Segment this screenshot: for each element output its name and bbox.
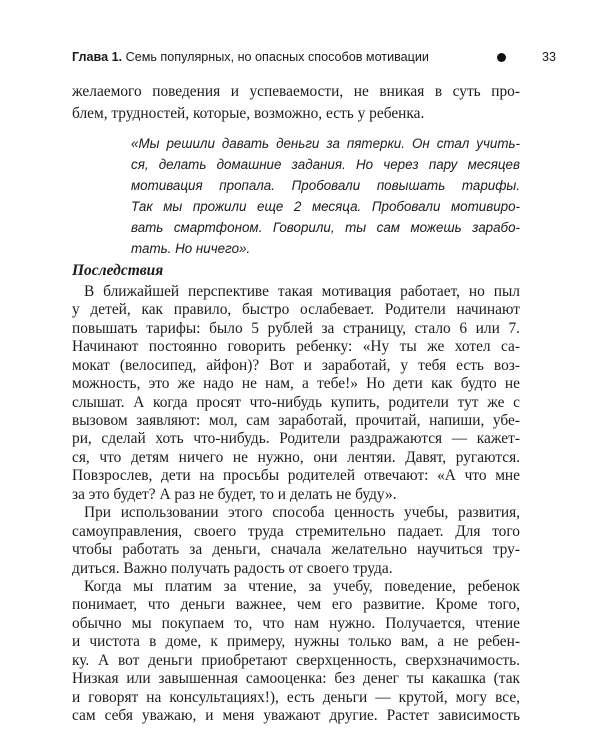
text-line: ся, что детям ничего не нужно, они лентяи. Давят, ругаются.	[72, 449, 520, 466]
text-line: ри, сделай хоть что-нибудь. Родители раздражаются — кажет-	[72, 430, 520, 447]
text-line: самоуправления, своего труда стремительно падает. Для того	[72, 523, 520, 540]
text-line: повышать тарифы: было 5 рублей за страницу, стало 6 или 7.	[72, 320, 520, 337]
chapter-title: Семь популярных, но опасных способов мотивации	[125, 50, 429, 64]
text-line: обычно мы покупаем то, что нам нужно. Получается, чтение	[72, 615, 520, 632]
text-line: и говорят на консультациях!), есть деньги — крутой, могу все,	[72, 689, 520, 706]
text-line: у детей, как правило, быстро ослабевает. Родители начинают	[72, 301, 520, 318]
text-line: В ближайшей перспективе такая мотивация работает, но пыл	[84, 283, 520, 300]
text-line: чтобы работать за деньги, сначала желательно научиться тру-	[72, 541, 520, 558]
text-line: Повзрослев, дети на просьбы родителей отвечают: «А что мне	[72, 467, 520, 484]
text-line: При использовании этого способа ценность учебы, развития,	[84, 504, 520, 521]
text-line: за это будет? А раз не будет, то и делать не буду».	[72, 486, 397, 503]
quote-line: «Мы решили давать деньги за пятерки. Он стал учить-	[131, 136, 520, 151]
text-line: ку. А вот деньги приобретают сверхценность, сверхзначимость.	[72, 652, 520, 669]
chapter-label: Глава 1.	[72, 50, 123, 64]
text-line: Низкая или завышенная самооценка: без денег ты какашка (так	[72, 670, 520, 687]
text-line: желаемого поведения и успеваемости, не вникая в суть про-	[72, 83, 520, 100]
text-line: Когда мы платим за чтение, за учебу, поведение, ребенок	[84, 578, 520, 595]
quote-line: ся, делать домашние задания. Но через пару месяцев	[131, 157, 520, 172]
text-line: Начинают постоянно говорить ребенку: «Ну ты же хотел са-	[72, 338, 520, 355]
running-header	[72, 50, 557, 72]
text-line: вызовом заявляют: мол, сам заработай, прочитай, напиши, убе-	[72, 412, 520, 429]
quote-line: мотивация пропала. Пробовали повышать тарифы.	[131, 178, 520, 193]
bullet-icon	[497, 53, 506, 62]
quote-line: вать смартфоном. Говорили, ты сам можешь зарабо-	[131, 220, 520, 235]
text-line: можность, это же надо не нам, а тебе!» Но дети как будто не	[72, 375, 520, 392]
text-line: блем, трудностей, которые, возможно, есть у ребенка.	[72, 105, 425, 122]
text-line: мокат (велосипед, айфон)? Вот и заработай, у тебя есть воз-	[72, 357, 520, 374]
page-number: 33	[542, 50, 557, 64]
text-line: понимает, что деньги важнее, чем его развитие. Кроме того,	[72, 596, 520, 613]
quote-line: тать. Но ничего».	[131, 241, 251, 256]
section-heading: Последствия	[72, 262, 164, 279]
text-line: и чистота в доме, к примеру, нужны только вам, а не ребен-	[72, 633, 520, 650]
text-line: сам себя уважаю, и меня уважают другие. Растет зависимость	[72, 707, 520, 724]
quote-line: Так мы прожили еще 2 месяца. Пробовали мотивиро-	[131, 199, 520, 214]
text-line: диться. Важно получать радость от своего труда.	[72, 560, 393, 577]
text-line: слышат. А когда просят что-нибудь купить, родители тут же с	[72, 394, 520, 411]
